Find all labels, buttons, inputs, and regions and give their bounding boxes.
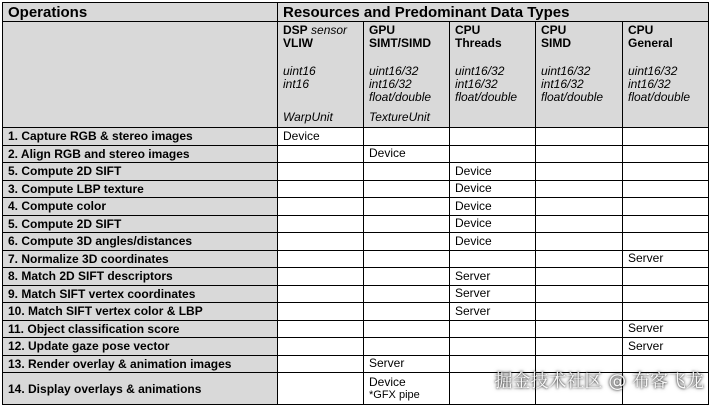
table-row <box>3 233 709 251</box>
data-type-label: WarpUnit <box>283 110 333 124</box>
assignment-cell <box>278 285 364 303</box>
operation-label: 6. Compute 3D angles/distances <box>3 233 278 251</box>
assignment-cell <box>536 285 623 303</box>
assignment-cell <box>278 233 364 251</box>
data-type-label: int16/32 <box>541 77 584 91</box>
table-row <box>3 163 709 181</box>
resource-column-header <box>623 22 709 128</box>
assignment-cell <box>536 215 623 233</box>
operation-label: 8. Match 2D SIFT descriptors <box>3 268 278 286</box>
assignment-cell <box>364 338 450 356</box>
resource-unit-label: CPU <box>541 23 567 37</box>
assignment-cell <box>450 145 536 163</box>
assignment-cell <box>364 268 450 286</box>
assignment-cell <box>536 250 623 268</box>
resource-unit-label: CPU <box>628 23 654 37</box>
assignment-cell <box>364 180 450 198</box>
assignment-cell <box>364 233 450 251</box>
resource-architecture-label: Threads <box>455 36 502 50</box>
operations-table <box>2 2 709 405</box>
assignment-cell <box>364 303 450 321</box>
assignment-cell <box>364 285 450 303</box>
table-row <box>3 320 709 338</box>
assignment-cell <box>623 268 709 286</box>
operation-label: 7. Normalize 3D coordinates <box>3 250 278 268</box>
assignment-cell <box>278 163 364 181</box>
assignment-cell <box>536 180 623 198</box>
table-row <box>3 198 709 216</box>
resource-column-header <box>364 22 450 128</box>
data-type-label <box>541 111 622 124</box>
assignment-cell <box>278 250 364 268</box>
assignment-cell <box>364 250 450 268</box>
assignment-cell <box>450 320 536 338</box>
assignment-cell <box>623 128 709 146</box>
assignment-cell <box>450 338 536 356</box>
data-type-label <box>628 111 708 124</box>
resource-architecture-label: General <box>628 36 673 50</box>
operations-header-blank <box>3 22 278 128</box>
operation-label: 13. Render overlay & animation images <box>3 355 278 373</box>
data-type-label: int16 <box>283 77 310 91</box>
assignment-cell <box>623 215 709 233</box>
assignment-value: Server <box>455 286 491 301</box>
data-type-label: float/double <box>369 90 432 104</box>
table-row <box>3 215 709 233</box>
assignment-cell <box>623 285 709 303</box>
operation-label: 10. Match SIFT vertex color & LBP <box>3 303 278 321</box>
assignment-cell <box>278 145 364 163</box>
operations-body <box>3 128 709 405</box>
data-type-label: uint16/32 <box>541 64 591 78</box>
assignment-cell <box>623 320 709 338</box>
assignment-cell <box>364 128 450 146</box>
assignment-value: Device <box>455 163 492 178</box>
assignment-value: Server <box>369 356 405 371</box>
assignment-cell <box>450 268 536 286</box>
assignment-cell <box>536 128 623 146</box>
assignment-cell <box>364 215 450 233</box>
assignment-cell <box>623 198 709 216</box>
operations-header: Operations <box>3 3 278 22</box>
operation-label: 5. Compute 2D SIFT <box>3 215 278 233</box>
resource-unit-label: CPU <box>455 23 481 37</box>
data-type-label: uint16/32 <box>369 64 419 78</box>
table-row <box>3 303 709 321</box>
assignment-cell <box>536 145 623 163</box>
table-row <box>3 285 709 303</box>
assignment-cell <box>278 268 364 286</box>
assignment-cell <box>278 338 364 356</box>
assignment-cell <box>536 320 623 338</box>
assignment-cell <box>623 250 709 268</box>
assignment-value: Server <box>628 251 664 266</box>
assignment-cell <box>623 303 709 321</box>
assignment-cell <box>536 233 623 251</box>
resource-architecture-label: VLIW <box>283 36 313 50</box>
assignment-cell <box>278 303 364 321</box>
assignment-cell <box>278 198 364 216</box>
assignment-cell <box>278 128 364 146</box>
assignment-cell <box>364 373 450 405</box>
assignment-cell <box>536 198 623 216</box>
assignment-cell <box>623 163 709 181</box>
assignment-value: Device <box>455 198 492 213</box>
assignment-cell <box>450 163 536 181</box>
assignment-cell <box>364 198 450 216</box>
assignment-cell <box>364 145 450 163</box>
assignment-cell <box>364 355 450 373</box>
operation-label: 14. Display overlays & animations <box>3 373 278 405</box>
resource-unit-label: DSP <box>283 23 308 37</box>
data-type-label: float/double <box>628 90 691 104</box>
assignment-cell <box>536 303 623 321</box>
assignment-cell <box>450 285 536 303</box>
assignment-value: Device <box>283 128 320 143</box>
data-type-label: uint16/32 <box>455 64 505 78</box>
resource-unit-label: GPU <box>369 23 396 37</box>
assignment-cell <box>450 233 536 251</box>
assignment-cell <box>536 163 623 181</box>
operation-label: 3. Compute LBP texture <box>3 180 278 198</box>
data-type-label: int16/32 <box>369 77 412 91</box>
resource-unit-qualifier: sensor <box>307 23 348 37</box>
assignment-cell <box>450 198 536 216</box>
resource-type-row <box>3 22 709 128</box>
assignment-value: Device <box>455 216 492 231</box>
operation-label: 4. Compute color <box>3 198 278 216</box>
table-row <box>3 338 709 356</box>
assignment-cell <box>364 163 450 181</box>
assignment-value: Device <box>455 233 492 248</box>
resource-column-header <box>536 22 623 128</box>
assignment-value: Server <box>455 268 491 283</box>
assignment-value: Device <box>455 181 492 196</box>
table-row <box>3 128 709 146</box>
assignment-footnote: *GFX pipe <box>369 389 420 401</box>
assignment-cell <box>536 338 623 356</box>
assignment-cell <box>450 128 536 146</box>
assignment-cell <box>623 338 709 356</box>
data-type-label: uint16/32 <box>628 64 678 78</box>
operation-label: 11. Object classification score <box>3 320 278 338</box>
assignment-cell <box>278 180 364 198</box>
assignment-cell <box>278 355 364 373</box>
assignment-cell <box>364 320 450 338</box>
data-type-label: uint16 <box>283 64 316 78</box>
data-type-label: float/double <box>541 90 604 104</box>
assignment-cell <box>278 373 364 405</box>
assignment-value: Server <box>628 338 664 353</box>
operation-label: 2. Align RGB and stereo images <box>3 145 278 163</box>
watermark-text: 掘金技术社区 @ 布客飞龙 <box>494 371 704 392</box>
table-row <box>3 250 709 268</box>
resource-architecture-label: SIMT/SIMD <box>369 36 431 50</box>
assignment-cell <box>278 320 364 338</box>
data-type-label: float/double <box>455 90 518 104</box>
data-type-label <box>455 111 535 124</box>
resource-column-header <box>450 22 536 128</box>
assignment-value: Device <box>369 375 406 389</box>
table-row <box>3 180 709 198</box>
data-type-label: int16/32 <box>455 77 498 91</box>
resource-column-header <box>278 22 364 128</box>
assignment-cell <box>623 145 709 163</box>
assignment-cell <box>450 215 536 233</box>
table-row <box>3 145 709 163</box>
assignment-cell <box>450 303 536 321</box>
table-row <box>3 268 709 286</box>
assignment-cell <box>623 233 709 251</box>
operation-label: 9. Match SIFT vertex coordinates <box>3 285 278 303</box>
assignment-value: Server <box>628 321 664 336</box>
assignment-value: Device <box>369 146 406 161</box>
operation-label: 1. Capture RGB & stereo images <box>3 128 278 146</box>
assignment-cell <box>536 268 623 286</box>
operation-label: 5. Compute 2D SIFT <box>3 163 278 181</box>
operation-label: 12. Update gaze pose vector <box>3 338 278 356</box>
assignment-cell <box>450 180 536 198</box>
assignment-cell <box>278 215 364 233</box>
data-type-label: int16/32 <box>628 77 671 91</box>
data-type-label <box>283 91 363 104</box>
data-type-label: TextureUnit <box>369 110 430 124</box>
assignment-value: Server <box>455 303 491 318</box>
assignment-cell <box>450 250 536 268</box>
resource-architecture-label: SIMD <box>541 36 571 50</box>
resources-header: Resources and Predominant Data Types <box>278 3 709 22</box>
assignment-cell <box>623 180 709 198</box>
